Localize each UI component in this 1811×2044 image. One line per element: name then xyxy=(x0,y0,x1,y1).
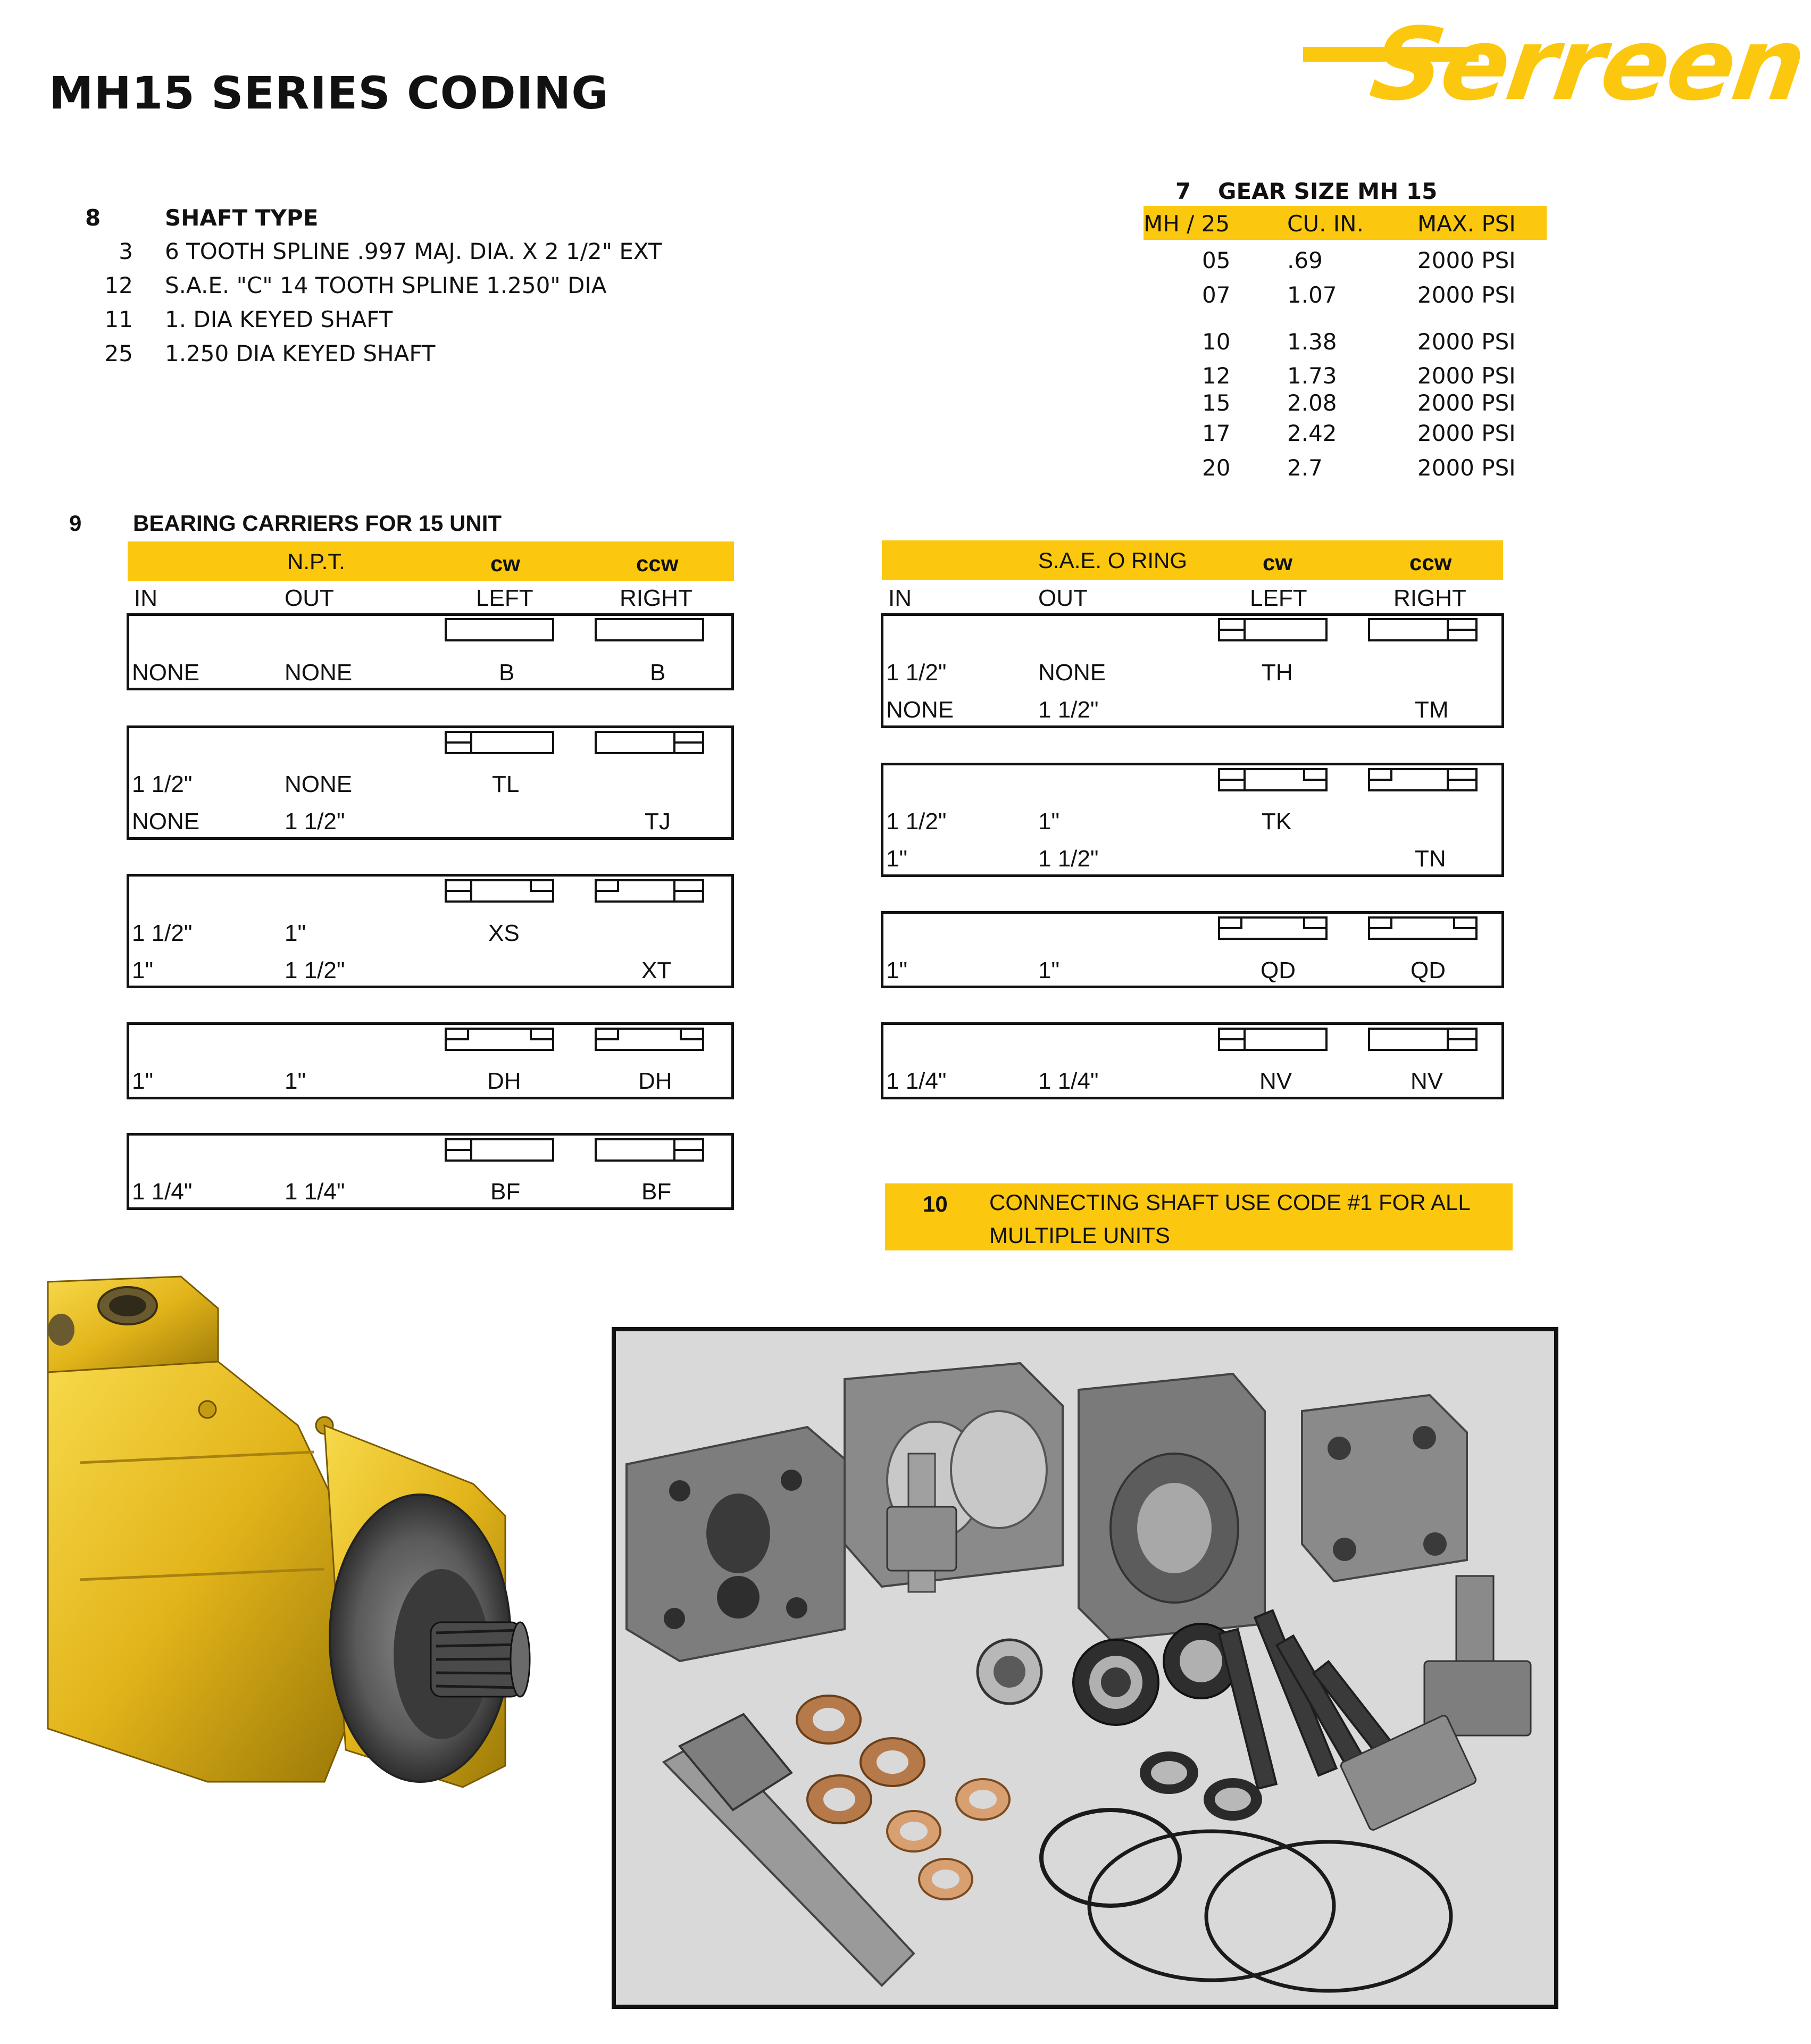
sae-cell-in: 1 1/2" xyxy=(886,808,947,835)
sae-band-label: S.A.E. O RING xyxy=(1038,548,1188,573)
gear-cuin-cell: 1.38 xyxy=(1287,329,1337,355)
npt-code-left: DH xyxy=(487,1068,521,1094)
sae-code-right: NV xyxy=(1411,1068,1443,1094)
gear-cuin-cell: 1.73 xyxy=(1287,363,1337,389)
sae-cell-out: 1 1/4" xyxy=(1038,1068,1099,1094)
gear-psi-cell: 2000 PSI xyxy=(1417,455,1516,481)
sae-code-left: QD xyxy=(1261,957,1296,983)
npt-cell-in: NONE xyxy=(132,808,200,835)
gear-cuin-cell: 2.08 xyxy=(1287,390,1337,416)
npt-cell-in: 1" xyxy=(132,1068,154,1094)
sae-col-in: IN xyxy=(888,585,912,611)
shaft-desc: 1.250 DIA KEYED SHAFT xyxy=(165,340,436,366)
npt-col-right: RIGHT xyxy=(620,585,692,611)
npt-cell-in: 1 1/4" xyxy=(132,1179,193,1205)
port-symbol-in-out-right xyxy=(1368,768,1478,791)
bearing-carriers-number: 9 xyxy=(69,511,82,536)
parts-kit-photo-frame xyxy=(612,1327,1558,2009)
gear-psi-cell: 2000 PSI xyxy=(1417,282,1516,308)
shaft-type-title: SHAFT TYPE xyxy=(165,205,319,231)
gear-psi-cell: 2000 PSI xyxy=(1417,390,1516,416)
npt-code-right: DH xyxy=(638,1068,672,1094)
gear-size-cell: 20 xyxy=(1202,455,1231,481)
port-symbol-out-both xyxy=(1368,916,1478,940)
connecting-shaft-line2: MULTIPLE UNITS xyxy=(989,1223,1170,1248)
sae-cell-in: NONE xyxy=(886,697,954,723)
npt-cell-out: 1" xyxy=(285,920,306,946)
port-symbol-in-right xyxy=(1368,1028,1478,1051)
port-symbol-in-right xyxy=(595,731,704,754)
connecting-shaft-number: 10 xyxy=(923,1191,948,1216)
sae-cell-in: 1" xyxy=(886,846,908,872)
npt-band-cw: cw xyxy=(490,551,521,576)
port-symbol-in-left xyxy=(445,731,554,754)
npt-cell-out: 1 1/4" xyxy=(285,1179,345,1205)
npt-cell-out: 1" xyxy=(285,1068,306,1094)
sae-code-right: TN xyxy=(1415,846,1446,872)
gear-cuin-cell: 2.42 xyxy=(1287,420,1337,446)
sae-code-left: NV xyxy=(1259,1068,1292,1094)
brand-logo: Serreen xyxy=(1364,6,1811,123)
gear-size-cell: 15 xyxy=(1202,390,1231,416)
npt-cell-in: 1 1/2" xyxy=(132,771,193,797)
npt-code-left: BF xyxy=(490,1179,521,1205)
npt-cell-out: NONE xyxy=(285,660,353,686)
port-symbol-out-both xyxy=(1218,916,1328,940)
sae-cell-in: 1" xyxy=(886,957,908,983)
port-symbol-in-out-left xyxy=(445,879,554,903)
gear-cuin-cell: 2.7 xyxy=(1287,455,1323,481)
npt-cell-out: 1 1/2" xyxy=(285,808,345,835)
shaft-code: 3 xyxy=(119,238,133,264)
npt-cell-out: 1 1/2" xyxy=(285,957,345,983)
port-symbol-in-right xyxy=(595,1138,704,1162)
sae-code-right: TM xyxy=(1415,697,1449,723)
connecting-shaft-line1: CONNECTING SHAFT USE CODE #1 FOR ALL xyxy=(989,1190,1471,1215)
gear-psi-cell: 2000 PSI xyxy=(1417,247,1516,273)
sae-cell-out: NONE xyxy=(1038,660,1106,686)
port-symbol-in-left xyxy=(1218,1028,1328,1051)
port-symbol-none xyxy=(595,618,704,641)
shaft-desc: 1. DIA KEYED SHAFT xyxy=(165,306,393,332)
port-symbol-none xyxy=(445,618,554,641)
sae-code-left: TH xyxy=(1262,660,1293,686)
gear-cuin-cell: 1.07 xyxy=(1287,282,1337,308)
port-symbol-in-out-right xyxy=(595,879,704,903)
npt-cell-in: NONE xyxy=(132,660,200,686)
gear-size-cell: 10 xyxy=(1202,329,1231,355)
port-symbol-in-left xyxy=(1218,618,1328,641)
npt-cell-in: 1 1/2" xyxy=(132,920,193,946)
sae-band-cw: cw xyxy=(1263,550,1293,575)
sae-cell-out: 1" xyxy=(1038,957,1060,983)
sae-code-left: TK xyxy=(1262,808,1292,835)
npt-cell-out: NONE xyxy=(285,771,353,797)
npt-code-left: XS xyxy=(488,920,520,946)
gear-psi-cell: 2000 PSI xyxy=(1417,420,1516,446)
parts-kit-photo xyxy=(616,1331,1554,2005)
sae-cell-out: 1 1/2" xyxy=(1038,697,1099,723)
shaft-code: 12 xyxy=(104,272,133,298)
sae-cell-in: 1 1/2" xyxy=(886,660,947,686)
gear-size-title: GEAR SIZE MH 15 xyxy=(1218,178,1438,204)
port-symbol-out-both xyxy=(445,1028,554,1051)
gear-header-cuin: CU. IN. xyxy=(1287,211,1364,237)
sae-cell-in: 1 1/4" xyxy=(886,1068,947,1094)
shaft-desc: S.A.E. "C" 14 TOOTH SPLINE 1.250" DIA xyxy=(165,272,607,298)
port-symbol-in-right xyxy=(1368,618,1478,641)
sae-col-out: OUT xyxy=(1038,585,1088,611)
gear-header-psi: MAX. PSI xyxy=(1417,211,1516,237)
sae-band-ccw: ccw xyxy=(1409,550,1452,575)
sae-col-left: LEFT xyxy=(1250,585,1307,611)
gear-psi-cell: 2000 PSI xyxy=(1417,329,1516,355)
port-symbol-in-out-left xyxy=(1218,768,1328,791)
npt-code-left: B xyxy=(499,660,515,686)
npt-band-label: N.P.T. xyxy=(287,549,345,574)
npt-code-right: TJ xyxy=(645,808,671,835)
npt-col-out: OUT xyxy=(285,585,334,611)
gear-pump-photo xyxy=(48,1250,543,1840)
npt-code-right: BF xyxy=(641,1179,672,1205)
npt-col-left: LEFT xyxy=(476,585,533,611)
gear-header-size: MH / 25 xyxy=(1144,211,1230,237)
npt-code-right: XT xyxy=(641,957,672,983)
gear-size-number: 7 xyxy=(1175,178,1191,204)
npt-col-in: IN xyxy=(134,585,157,611)
gear-psi-cell: 2000 PSI xyxy=(1417,363,1516,389)
shaft-code: 11 xyxy=(104,306,133,332)
npt-code-left: TL xyxy=(492,771,520,797)
sae-cell-out: 1" xyxy=(1038,808,1060,835)
gear-size-cell: 07 xyxy=(1202,282,1231,308)
shaft-desc: 6 TOOTH SPLINE .997 MAJ. DIA. X 2 1/2" EXT xyxy=(165,238,662,264)
bearing-carriers-title: BEARING CARRIERS FOR 15 UNIT xyxy=(133,511,502,536)
gear-size-cell: 05 xyxy=(1202,247,1231,273)
shaft-code: 25 xyxy=(104,340,133,366)
gear-cuin-cell: .69 xyxy=(1287,247,1323,273)
npt-cell-in: 1" xyxy=(132,957,154,983)
npt-band-ccw: ccw xyxy=(636,551,679,576)
page-title: MH15 SERIES CODING xyxy=(49,67,609,119)
port-symbol-in-left xyxy=(445,1138,554,1162)
gear-size-cell: 17 xyxy=(1202,420,1231,446)
sae-code-right: QD xyxy=(1411,957,1446,983)
npt-code-right: B xyxy=(650,660,666,686)
sae-cell-out: 1 1/2" xyxy=(1038,846,1099,872)
shaft-type-number: 8 xyxy=(85,205,101,231)
gear-size-cell: 12 xyxy=(1202,363,1231,389)
sae-col-right: RIGHT xyxy=(1393,585,1466,611)
port-symbol-out-both xyxy=(595,1028,704,1051)
